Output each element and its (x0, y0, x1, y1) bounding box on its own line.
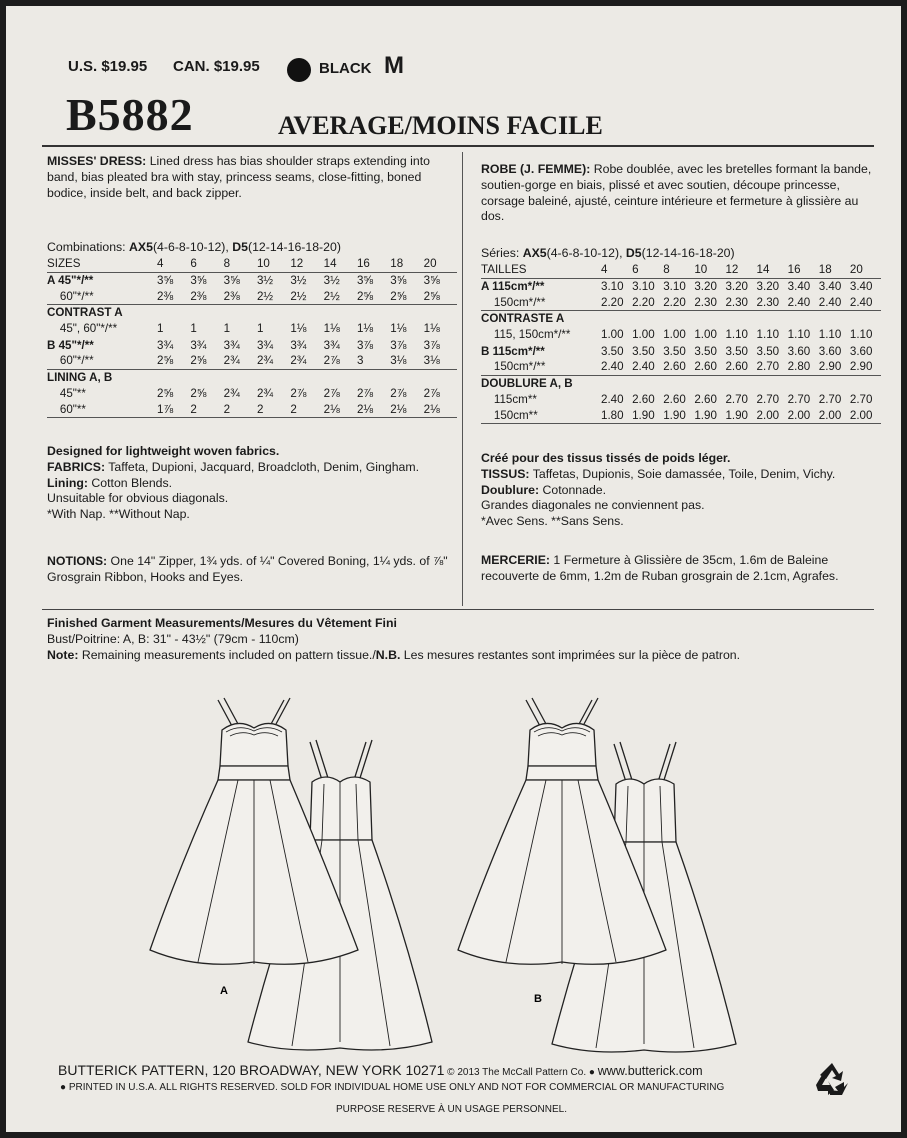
en-yardage-cell: 1⅞ (157, 402, 190, 418)
description-en-title: MISSES' DRESS: (47, 154, 147, 168)
en-yardage-cell: 2⅜ (190, 288, 223, 304)
notions-en (47, 554, 457, 586)
en-yardage-cell: 3⅛ (424, 353, 457, 369)
en-table-row (47, 353, 457, 369)
notions-fr-body: 1 Fermeture à Glissière de 35cm, 1.6m de Baleine recouverte de 6mm, 1.2m de Ruban grosgrain de 2.1cm, Agrafes. (481, 553, 839, 583)
notions-fr-label: MERCERIE: (481, 553, 551, 567)
en-yardage-cell: 2⅞ (390, 387, 407, 401)
fr-table-row (481, 408, 881, 424)
fr-yardage-cell: 1.00 (601, 328, 624, 342)
combinations-en-prefix: Combinations: (47, 240, 130, 254)
en-size-6: 6 (190, 256, 223, 272)
fr-yardage-cell: 2.70 (725, 393, 749, 407)
en-size-8: 8 (224, 256, 257, 272)
en-yardage-cell: 3⅝ (423, 274, 440, 288)
en-size-header-row (47, 256, 457, 272)
en-yardage-cell: 3½ (256, 274, 274, 288)
fr-yardage-cell: 3.50 (725, 344, 749, 358)
publisher-address: BUTTERICK PATTERN, 120 BROADWAY, NEW YORK 10271 (58, 1062, 445, 1078)
fr-yardage-cell: 2.70 (818, 393, 842, 407)
en-yardage-cell: 2¾ (257, 353, 290, 369)
en-yardage-cell: 2⅞ (356, 387, 374, 401)
en-table-row (47, 321, 457, 337)
fabrics-fr-body: Taffetas, Dupionis, Soie damassée, Toile, Denim, Vichy. (529, 466, 836, 481)
fr-yardage-cell: 2.40 (788, 294, 819, 310)
en-yardage-cell: 2⅞ (290, 387, 307, 401)
yardage-table-en (47, 256, 457, 418)
en-yardage-cell: 1⅛ (423, 322, 440, 336)
combo-ax5: AX5 (129, 240, 153, 254)
fr-yardage-cell: 2.70 (849, 393, 873, 407)
en-yardage-cell: 2⅛ (357, 402, 390, 418)
fr-yardage-cell: 1.10 (756, 328, 780, 342)
website-link[interactable]: www.butterick.com (597, 1064, 703, 1078)
en-table-row (47, 402, 457, 418)
en-yardage-cell: 3¾ (190, 338, 207, 352)
fr-table-row (481, 278, 881, 294)
en-yardage-cell: 2⅝ (424, 288, 457, 304)
en-yardage-cell: 3¾ (290, 338, 307, 352)
fr-yardage-cell: 1.90 (663, 408, 694, 424)
nb-body: Les mesures restantes sont imprimées sur la pièce de patron. (400, 647, 741, 662)
can-price: CAN. $19.95 (173, 58, 260, 75)
fabrics-fr (481, 451, 881, 530)
en-yardage-cell: 3½ (290, 274, 307, 288)
column-divider (462, 152, 463, 606)
fr-yardage-cell: 3.40 (849, 280, 873, 294)
fr-yardage-cell: 1.90 (725, 408, 756, 424)
en-table-row (47, 272, 457, 288)
fabrics-en-body: Taffeta, Dupioni, Jacquard, Broadcloth, Denim, Gingham. (105, 459, 420, 474)
fr-yardage-cell: 2.40 (601, 393, 624, 407)
en-yardage-cell: 2¾ (224, 353, 257, 369)
fr-yardage-cell: 3.40 (787, 280, 811, 294)
us-price: U.S. $19.95 (68, 58, 148, 75)
en-yardage-cell: 3¾ (223, 338, 240, 352)
fr-row-label: A 115cm*/** (481, 280, 545, 294)
en-yardage-cell: 3¾ (323, 338, 340, 352)
en-yardage-cell: 1 (256, 322, 264, 336)
fr-table-row (481, 327, 881, 343)
en-yardage-cell: 3⅛ (390, 353, 423, 369)
fr-yardage-cell: 3.50 (756, 344, 780, 358)
en-row-label: CONTRAST A (47, 306, 123, 320)
fr-table-row (481, 375, 881, 391)
fr-row-label: 115, 150cm*/** (481, 328, 571, 342)
serie-d5: D5 (625, 246, 642, 260)
en-yardage-cell: 1 (223, 322, 231, 336)
measurements (47, 616, 887, 663)
fr-row-label: 150cm*/** (481, 359, 601, 375)
en-row-label: 60"*/** (47, 353, 157, 369)
fr-yardage-cell: 1.10 (787, 328, 811, 342)
description-en (47, 154, 457, 201)
en-size-18: 18 (390, 256, 423, 272)
fr-yardage-cell: 2.30 (725, 294, 756, 310)
fr-yardage-cell: 3.50 (632, 344, 655, 358)
fr-size-10: 10 (694, 262, 725, 278)
en-table-row (47, 386, 457, 402)
en-yardage-cell: 2 (257, 402, 290, 418)
en-table-row (47, 369, 457, 385)
fr-yardage-cell: 2.60 (663, 359, 694, 375)
en-row-label: 45"** (47, 387, 86, 401)
en-row-label: LINING A, B (47, 371, 113, 385)
en-yardage-cell: 2⅛ (424, 402, 457, 418)
combinations-en (47, 240, 341, 256)
copyright: © 2013 The McCall Pattern Co. ● (444, 1067, 598, 1078)
fr-yardage-cell: 3.20 (725, 280, 749, 294)
en-yardage-cell: 3½ (323, 274, 340, 288)
fr-yardage-cell: 2.00 (819, 408, 850, 424)
en-yardage-cell: 2½ (324, 288, 357, 304)
notions-en-body: One 14" Zipper, 1¾ yds. of ¼" Covered Boning, 1¼ yds. of ⅞" Grosgrain Ribbon, Hooks and Eyes. (47, 554, 448, 584)
fr-table-row (481, 294, 881, 310)
en-yardage-cell: 3⅝ (390, 274, 407, 288)
fr-yardage-cell: 2.90 (819, 359, 850, 375)
fr-yardage-cell: 3.50 (663, 344, 686, 358)
dress-illustrations (6, 686, 901, 1056)
fabrics-fr-title: Créé pour des tissus tissés de poids léger. (481, 451, 731, 465)
fr-row-label: 150cm** (481, 408, 601, 424)
unsuitable-fr: Grandes diagonales ne conviennent pas. (481, 498, 705, 513)
measurements-divider (42, 609, 874, 610)
en-size-12: 12 (290, 256, 323, 272)
en-yardage-cell: 3⅝ (223, 274, 240, 288)
fr-yardage-cell: 1.00 (632, 328, 655, 342)
en-yardage-cell: 2¾ (290, 353, 323, 369)
fr-yardage-cell: 3.50 (694, 344, 717, 358)
fr-yardage-cell: 2.60 (694, 359, 725, 375)
fr-yardage-cell: 2.40 (601, 359, 632, 375)
en-table-row (47, 288, 457, 304)
en-yardage-cell: 2½ (257, 288, 290, 304)
fr-yardage-cell: 2.20 (632, 294, 663, 310)
en-yardage-cell: 3⅞ (390, 338, 407, 352)
en-row-label: B 45"*/** (47, 338, 94, 352)
en-yardage-cell: 2⅞ (423, 387, 440, 401)
lining-fr-body: Cotonnade. (539, 482, 607, 497)
unsuitable-en: Unsuitable for obvious diagonals. (47, 491, 229, 506)
en-row-label: 60"** (47, 402, 157, 418)
description-fr (481, 162, 881, 225)
fr-yardage-cell: 2.20 (601, 294, 632, 310)
en-yardage-cell: 2 (190, 402, 223, 418)
lining-fr-label: Doublure: (481, 482, 540, 497)
en-size-20: 20 (424, 256, 457, 272)
fr-yardage-cell: 2.40 (850, 294, 881, 310)
fr-yardage-cell: 3.50 (601, 344, 624, 358)
fr-size-6: 6 (632, 262, 663, 278)
fr-size-20: 20 (850, 262, 881, 278)
combo-ax5-sizes: (4-6-8-10-12), (152, 240, 233, 254)
fr-table-row (481, 311, 881, 327)
fr-yardage-cell: 1.10 (849, 328, 873, 342)
fr-row-label: 115cm** (481, 393, 537, 407)
fr-yardage-cell: 2.20 (663, 294, 694, 310)
fr-yardage-cell: 3.10 (632, 280, 655, 294)
fr-yardage-cell: 2.30 (757, 294, 788, 310)
fr-yardage-cell: 1.10 (725, 328, 749, 342)
bust-measurement: Bust/Poitrine: A, B: 31" - 43½" (79cm - 110cm) (47, 631, 299, 646)
fr-yardage-cell: 3.40 (818, 280, 842, 294)
fr-table-row (481, 392, 881, 408)
fabrics-fr-list (481, 467, 881, 499)
fabrics-fr-label: TISSUS: (481, 466, 530, 481)
fr-yardage-cell: 3.10 (663, 280, 686, 294)
en-yardage-cell: 2⅛ (324, 402, 357, 418)
en-yardage-cell: 1⅛ (290, 322, 307, 336)
notions-en-label: NOTIONS: (47, 554, 108, 568)
fabrics-en-title: Designed for lightweight woven fabrics. (47, 444, 280, 458)
fr-yardage-cell: 2.70 (757, 359, 788, 375)
en-yardage-cell: 2⅜ (157, 288, 190, 304)
footer-line-1 (58, 1062, 703, 1078)
fr-yardage-cell: 2.40 (632, 359, 663, 375)
measurements-title: Finished Garment Measurements/Mesures du Vêtement Fini (47, 616, 397, 630)
lining-en-body: Cotton Blends. (87, 475, 173, 490)
fabrics-en-label: FABRICS: (47, 459, 106, 474)
fr-yardage-cell: 3.20 (694, 280, 717, 294)
combinations-fr-prefix: Séries: (481, 246, 523, 260)
en-yardage-cell: 1⅛ (356, 322, 374, 336)
purpose-notice: PURPOSE RESERVE À UN USAGE PERSONNEL. (336, 1104, 567, 1115)
fr-size-12: 12 (725, 262, 756, 278)
size-code: M (384, 52, 404, 79)
fr-yardage-cell: 2.70 (756, 393, 780, 407)
fr-size-4: 4 (601, 262, 632, 278)
pattern-number: B5882 (66, 89, 194, 140)
en-table-row (47, 337, 457, 353)
fr-row-label: DOUBLURE A, B (481, 377, 573, 391)
en-yardage-cell: 2¾ (256, 387, 274, 401)
en-yardage-cell: 3⅝ (157, 274, 174, 288)
en-yardage-cell: 2⅝ (157, 387, 174, 401)
en-yardage-cell: 2⅞ (323, 387, 340, 401)
color-dot-icon (287, 58, 311, 82)
fr-yardage-cell: 1.80 (601, 408, 632, 424)
en-yardage-cell: 2⅛ (390, 402, 423, 418)
fr-row-label: B 115cm*/** (481, 344, 545, 358)
fr-table-row (481, 343, 881, 359)
fr-size-label: TAILLES (481, 262, 601, 278)
nap-note-fr: *Avec Sens. **Sans Sens. (481, 514, 624, 529)
en-size-10: 10 (257, 256, 290, 272)
en-yardage-cell: 1⅛ (323, 322, 340, 336)
fr-yardage-cell: 1.90 (694, 408, 725, 424)
difficulty-label: AVERAGE/MOINS FACILE (278, 111, 603, 140)
fr-size-16: 16 (788, 262, 819, 278)
en-yardage-cell: 3⅝ (356, 274, 374, 288)
fr-size-18: 18 (819, 262, 850, 278)
en-yardage-cell: 2⅞ (324, 353, 357, 369)
description-fr-body: Robe doublée, avec les bretelles formant la bande, soutien-gorge en biais, plissé et avec soutien, découpe princesse, corsage baleiné, ajusté, ceinture intérieure et fermeture à glissière au dos. (481, 162, 872, 224)
fr-yardage-cell: 2.00 (788, 408, 819, 424)
view-a-label: A (220, 985, 228, 997)
fr-yardage-cell: 1.00 (663, 328, 686, 342)
en-yardage-cell: 3⅝ (190, 274, 207, 288)
fabrics-en-list (47, 460, 457, 492)
en-yardage-cell: 2⅜ (224, 288, 257, 304)
en-row-label: 45", 60"*/** (47, 322, 118, 336)
en-yardage-cell: 2 (224, 402, 257, 418)
description-en-body: Lined dress has bias shoulder straps extending into band, bias pleated bra with stay, princess seams, close-fitting, boned bodice, inside belt, and back zipper. (47, 154, 430, 200)
yardage-table-fr (481, 262, 881, 424)
lining-en-label: Lining: (47, 475, 88, 490)
nap-note-en: *With Nap. **Without Nap. (47, 507, 190, 522)
fr-yardage-cell: 2.70 (787, 393, 811, 407)
fr-yardage-cell: 3.60 (849, 344, 873, 358)
combo-d5: D5 (232, 240, 248, 254)
en-yardage-cell: 2⅝ (190, 353, 223, 369)
fr-yardage-cell: 2.30 (694, 294, 725, 310)
notions-fr (481, 553, 881, 585)
en-yardage-cell: 2⅝ (390, 288, 423, 304)
combinations-fr (481, 246, 735, 262)
en-yardage-cell: 3⅞ (356, 338, 374, 352)
description-fr-title: ROBE (J. FEMME): (481, 162, 591, 176)
en-size-16: 16 (357, 256, 390, 272)
en-yardage-cell: 2 (290, 402, 323, 418)
fr-size-header-row (481, 262, 881, 278)
fr-yardage-cell: 3.60 (787, 344, 811, 358)
en-size-4: 4 (157, 256, 190, 272)
fr-row-label: 150cm*/** (481, 294, 601, 310)
fr-row-label: CONTRASTE A (481, 312, 565, 326)
recycle-icon (812, 1061, 852, 1097)
note-body: Remaining measurements included on pattern tissue./ (78, 647, 376, 662)
fr-yardage-cell: 2.60 (725, 359, 756, 375)
fr-yardage-cell: 2.00 (757, 408, 788, 424)
pattern-back-cover (6, 6, 901, 1132)
serie-ax5: AX5 (522, 246, 547, 260)
fr-yardage-cell: 2.60 (632, 393, 655, 407)
measurements-note (47, 648, 887, 664)
en-yardage-cell: 3¾ (256, 338, 274, 352)
fr-yardage-cell: 3.10 (601, 280, 624, 294)
en-yardage-cell: 1⅛ (390, 322, 407, 336)
en-row-label: A 45"*/** (47, 274, 94, 288)
fr-table-row (481, 359, 881, 375)
en-yardage-cell: 3⅞ (423, 338, 440, 352)
en-row-label: 60"*/** (47, 288, 157, 304)
fr-yardage-cell: 2.80 (788, 359, 819, 375)
fr-yardage-cell: 3.20 (756, 280, 780, 294)
fabrics-en (47, 444, 457, 523)
en-size-14: 14 (324, 256, 357, 272)
en-yardage-cell: 2⅝ (190, 387, 207, 401)
nb-label: N.B. (375, 647, 401, 662)
fr-yardage-cell: 2.00 (850, 408, 881, 424)
fr-yardage-cell: 1.10 (818, 328, 842, 342)
serie-ax5-sizes: (4-6-8-10-12), (546, 246, 626, 260)
fr-yardage-cell: 2.60 (694, 393, 717, 407)
fr-yardage-cell: 2.90 (850, 359, 881, 375)
en-size-label: SIZES (47, 256, 157, 272)
header-divider (42, 145, 874, 147)
en-yardage-cell: 1 (190, 322, 197, 336)
fr-yardage-cell: 2.60 (663, 393, 686, 407)
en-table-row (47, 305, 457, 321)
fr-yardage-cell: 3.60 (818, 344, 842, 358)
combo-d5-sizes: (12-14-16-18-20) (247, 240, 341, 254)
rights-notice: ● PRINTED IN U.S.A. ALL RIGHTS RESERVED. SOLD FOR INDIVIDUAL HOME USE ONLY AND NOT FOR COMMERCIAL OR MANUFACTURING (60, 1082, 725, 1093)
color-label: BLACK (319, 60, 372, 77)
en-yardage-cell: 2⅝ (357, 288, 390, 304)
view-b-label: B (534, 993, 542, 1005)
fr-yardage-cell: 1.90 (632, 408, 663, 424)
en-yardage-cell: 2½ (290, 288, 323, 304)
fr-yardage-cell: 2.40 (819, 294, 850, 310)
en-yardage-cell: 2⅝ (157, 353, 190, 369)
fr-yardage-cell: 1.00 (694, 328, 717, 342)
note-label: Note: (47, 647, 79, 662)
en-yardage-cell: 1 (157, 322, 164, 336)
en-yardage-cell: 2¾ (223, 387, 240, 401)
serie-d5-sizes: (12-14-16-18-20) (641, 246, 735, 260)
fr-size-8: 8 (663, 262, 694, 278)
en-yardage-cell: 3¾ (157, 338, 174, 352)
en-yardage-cell: 3 (357, 353, 390, 369)
fr-size-14: 14 (757, 262, 788, 278)
